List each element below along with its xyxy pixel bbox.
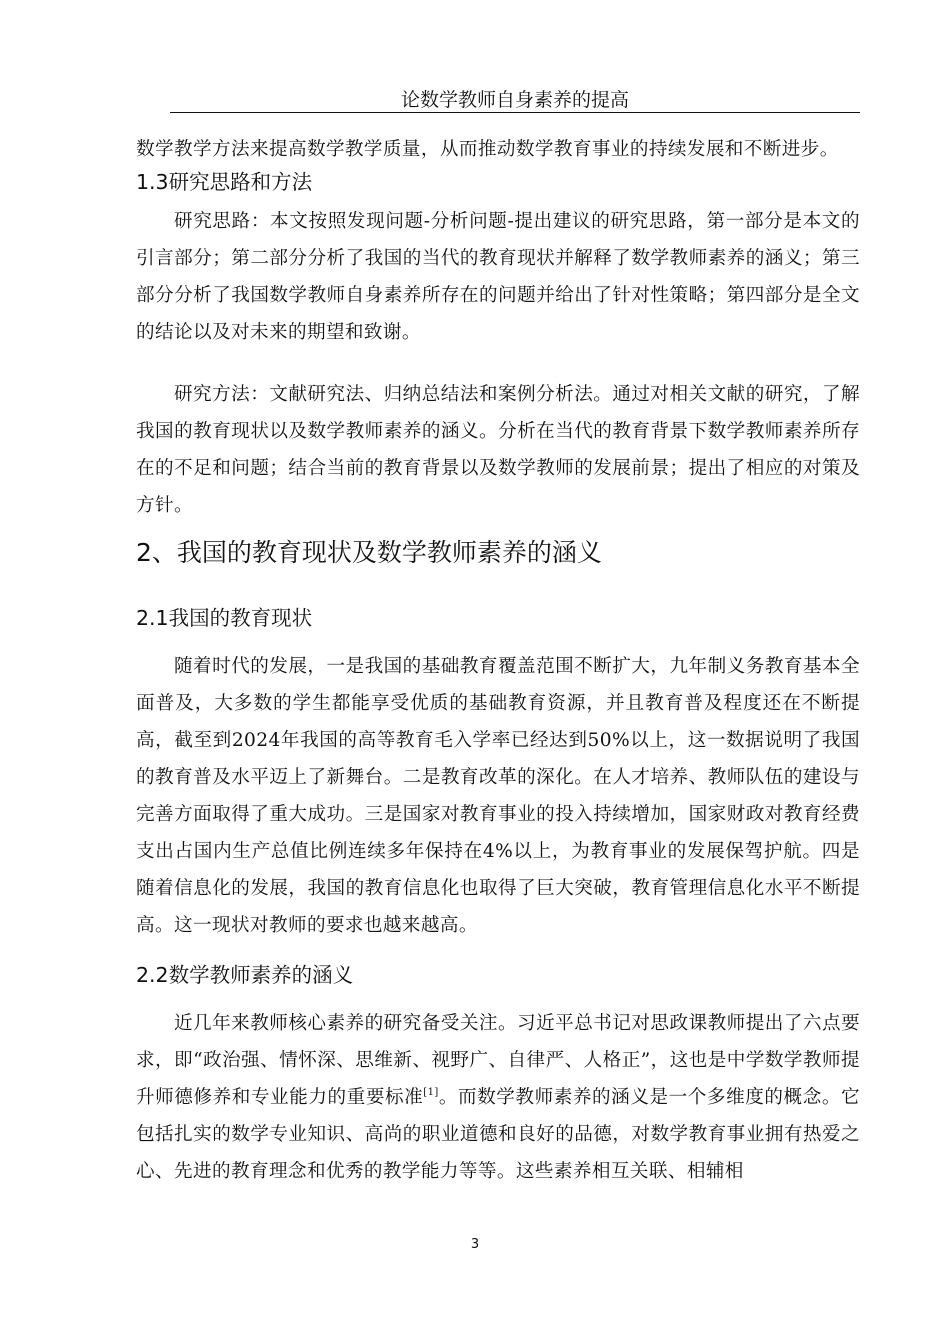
section-2-2-paragraph xyxy=(136,1005,860,1190)
running-header-title: 论数学教师自身素养的提高 xyxy=(400,89,629,111)
section-2-2-heading: 2.2数学教师素养的涵义 xyxy=(136,963,354,987)
section-1-3-paragraph-1: 研究思路：本文按照发现问题-分析问题-提出建议的研究思路，第一部分是本文的引言部分；第二部分分析了我国的当代的教育现状并解释了数学教师素养的涵义；第三部分分析了我国数学教师自身素养所存在的问题并给出了针对性策略；第四部分是全文的结论以及对未来的期望和致谢。 xyxy=(136,211,860,343)
section-1-3-paragraph-2: 研究方法：文献研究法、归纳总结法和案例分析法。通过对相关文献的研究，了解我国的教育现状以及数学教师素养的涵义。分析在当代的教育背景下数学教师素养所存在的不足和问题；结合当前的教育背景以及数学教师的发展前景；提出了相应的对策及方针。 xyxy=(136,384,860,516)
intro-continuation-paragraph: 数学教学方法来提高数学教学质量，从而推动数学教育事业的持续发展和不断进步。 xyxy=(136,139,839,160)
chapter-2-heading: 2、我国的教育现状及数学教师素养的涵义 xyxy=(136,538,602,567)
citation-reference[interactable]: [1] xyxy=(423,1087,439,1098)
paragraph-text-part-2: 。而数学教师素养的涵义是一个多维度的概念。它包括扎实的数学专业知识、高尚的职业道德和良好的品德，对数学教育事业拥有热爱之心、先进的教育理念和优秀的教学能力等等。这些素养相互关联、相辅相 xyxy=(136,1087,860,1182)
page-number: 3 xyxy=(470,1237,480,1252)
section-2-1-heading: 2.1我国的教育现状 xyxy=(136,606,313,630)
header-rule xyxy=(170,112,860,113)
section-1-3-heading: 1.3研究思路和方法 xyxy=(136,170,313,194)
paragraph-text-part-1: 近几年来教师核心素养的研究备受关注。习近平总书记对思政课教师提出了六点要求，即“政治强、情怀深、思维新、视野广、自律严、人格正”，这也是中学数学教师提升师德修养和专业能力的重要标准 xyxy=(136,1013,860,1108)
section-2-1-paragraph: 随着时代的发展，一是我国的基础教育覆盖范围不断扩大，九年制义务教育基本全面普及，大多数的学生都能享受优质的基础教育资源，并且教育普及程度还在不断提高，截至到2024年我国的高等教育毛入学率已经达到50%以上，这一数据说明了我国的教育普及水平迈上了新舞台。二是教育改革的深化。在人才培养、教师队伍的建设与完善方面取得了重大成功。三是国家对教育事业的投入持续增加，国家财政对教育经费支出占国内生产总值比例连续多年保持在4%以上，为教育事业的发展保驾护航。四是随着信息化的发展，我国的教育信息化也取得了巨大突破，教育管理信息化水平不断提高。这一现状对教师的要求也越来越高。 xyxy=(136,656,860,936)
